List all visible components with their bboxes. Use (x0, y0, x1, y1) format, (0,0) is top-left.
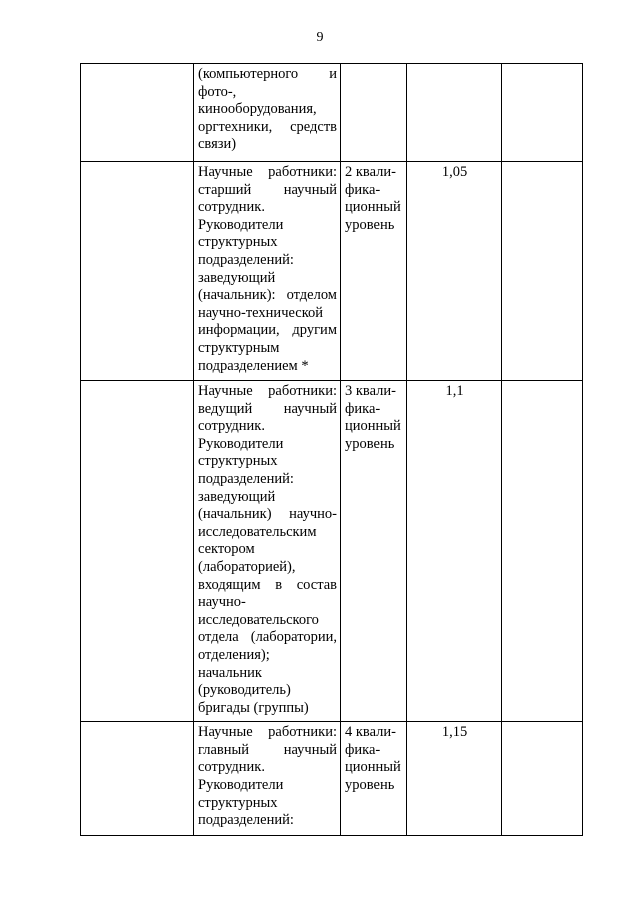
description-line: структурных (198, 234, 278, 251)
description-line: сотрудник. (198, 418, 265, 435)
description-line: фото-, (198, 83, 237, 100)
description-line: отдела (лаборатории, (198, 629, 337, 646)
description-line: Руководители (198, 435, 284, 452)
description-line: Руководители (198, 216, 284, 233)
description-line: структурных (198, 453, 278, 470)
qualification-level-cell (341, 162, 407, 381)
coefficient-cell: 1,1 (407, 381, 502, 722)
qualification-level-line: 3 квали- (345, 383, 396, 399)
qualification-level-line: фика- (345, 741, 381, 758)
description-line: начальник (198, 664, 262, 681)
description-line: сектором (198, 541, 255, 558)
empty-cell (502, 162, 583, 381)
table-row (81, 162, 583, 381)
qualification-level-cell (341, 381, 407, 722)
description-line: входящим в состав (198, 576, 337, 593)
qualification-table (80, 63, 583, 836)
description-line: подразделений: (198, 470, 294, 487)
empty-cell (81, 162, 194, 381)
qualification-level-line: фика- (345, 181, 381, 198)
description-line: информации, другим (198, 322, 337, 339)
description-line: структурных (198, 794, 278, 811)
description-line: научно-технической (198, 304, 324, 321)
qualification-level-line: 4 квали- (345, 724, 396, 741)
qualification-level-line: уровень (345, 216, 395, 233)
position-description-cell (194, 64, 341, 162)
position-description-cell (194, 381, 341, 722)
qualification-level-line: уровень (345, 435, 395, 452)
empty-cell (81, 64, 194, 162)
description-line: научно- (198, 594, 246, 611)
description-line: (руководитель) (198, 682, 291, 699)
table-row (81, 381, 583, 722)
description-line: (начальник) научно- (198, 506, 337, 523)
description-line: структурным (198, 339, 280, 356)
description-line: оргтехники, средств (198, 118, 337, 135)
empty-cell (81, 722, 194, 836)
description-line: отделения); (198, 646, 270, 663)
description-line: Научные работники: (198, 383, 337, 399)
description-line: связи) (198, 136, 237, 153)
description-line: кинооборудования, (198, 101, 317, 118)
position-description-cell (194, 162, 341, 381)
description-line: Научные работники: (198, 724, 337, 741)
description-line: бригады (группы) (198, 699, 309, 716)
description-line: сотрудник. (198, 759, 265, 776)
qualification-level-line: ционный (345, 759, 401, 776)
description-line: заведующий (198, 488, 276, 505)
description-line: Руководители (198, 777, 284, 794)
coefficient-cell (407, 64, 502, 162)
page-number: 9 (316, 30, 324, 45)
description-line: исследовательского (198, 611, 319, 628)
position-description-cell (194, 722, 341, 836)
description-line: главный научный (198, 741, 337, 758)
table-row (81, 722, 583, 836)
description-line: подразделением * (198, 357, 309, 374)
empty-cell (81, 381, 194, 722)
description-line: (компьютерного и (198, 66, 337, 82)
description-line: подразделений: (198, 812, 294, 829)
description-line: (начальник): отделом (198, 287, 337, 304)
qualification-level-line: уровень (345, 777, 395, 794)
description-line: ведущий научный (198, 400, 337, 417)
description-line: исследовательским (198, 523, 317, 540)
qualification-level-line: фика- (345, 400, 381, 417)
description-line: Научные работники: (198, 164, 337, 180)
description-line: (лабораторией), (198, 558, 296, 575)
coefficient-cell: 1,15 (407, 722, 502, 836)
description-line: старший научный (198, 181, 337, 198)
empty-cell (502, 722, 583, 836)
empty-cell (502, 64, 583, 162)
coefficient-cell: 1,05 (407, 162, 502, 381)
qualification-level-line: ционный (345, 199, 401, 216)
table-body (81, 64, 583, 836)
qualification-level-line: 2 квали- (345, 164, 396, 180)
qualification-level-cell (341, 64, 407, 162)
qualification-level-cell (341, 722, 407, 836)
qualification-level-line: ционный (345, 418, 401, 435)
description-line: заведующий (198, 269, 276, 286)
description-line: подразделений: (198, 251, 294, 268)
description-line: сотрудник. (198, 199, 265, 216)
empty-cell (502, 381, 583, 722)
table-row (81, 64, 583, 162)
